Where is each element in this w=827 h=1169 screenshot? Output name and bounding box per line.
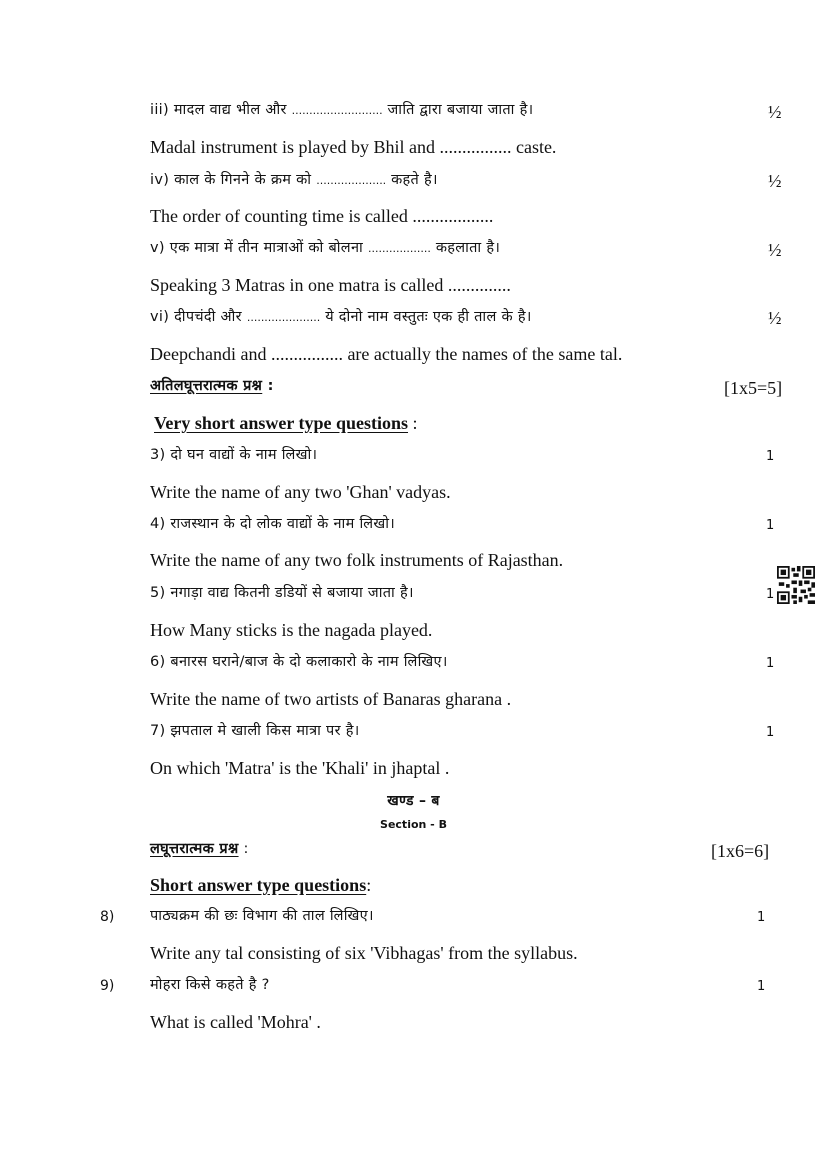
question-iv-hindi: iv) काल के गिनने के क्रम को .................... कहते है। xyxy=(150,172,438,188)
question-7-english: On which 'Matra' is the 'Khali' in jhaptal . xyxy=(150,758,450,778)
question-vi-marks: ½ xyxy=(768,308,782,328)
question-iii-hindi: iii) मादल वाद्य भील और .......................... जाति द्वारा बजाया जाता है। xyxy=(150,102,534,118)
short-marks: [1x6=6] xyxy=(711,841,770,861)
very-short-heading-hindi: अतिलघूत्तरात्मक प्रश्न : xyxy=(150,378,274,394)
question-iv-english: The order of counting time is called .................. xyxy=(150,206,494,226)
question-6-hindi: 6) बनारस घराने/बाज के दो कलाकारो के नाम लिखिए। xyxy=(150,654,448,670)
section-b-title-english: Section - B xyxy=(380,818,447,831)
question-8-hindi: पाठ्यक्रम की छः विभाग की ताल लिखिए। xyxy=(150,908,374,924)
very-short-heading-english: Very short answer type questions : xyxy=(154,413,418,433)
question-v-hindi: v) एक मात्रा में तीन मात्राओं को बोलना .................. कहलाता है। xyxy=(150,240,501,256)
short-heading-english: Short answer type questions: xyxy=(150,875,372,895)
question-8-number: 8) xyxy=(100,909,115,925)
question-3-english: Write the name of any two 'Ghan' vadyas. xyxy=(150,482,451,502)
question-5-marks: 1 xyxy=(766,587,775,602)
question-vi-hindi: vi) दीपचंदी और ..................... ये दोनो नाम वस्तुतः एक ही ताल के है। xyxy=(150,309,532,325)
question-vi-english: Deepchandi and ................ are actually the names of the same tal. xyxy=(150,344,623,364)
question-9-marks: 1 xyxy=(757,979,766,994)
question-9-english: What is called 'Mohra' . xyxy=(150,1012,321,1032)
question-9-number: 9) xyxy=(100,978,115,994)
question-7-marks: 1 xyxy=(766,725,775,740)
question-v-marks: ½ xyxy=(768,240,782,260)
section-b-title-hindi: खण्ड – ब xyxy=(387,793,440,809)
question-v-english: Speaking 3 Matras in one matra is called .............. xyxy=(150,275,511,295)
short-heading-hindi: लघूत्तरात्मक प्रश्न : xyxy=(150,841,249,857)
question-6-marks: 1 xyxy=(766,656,775,671)
question-3-marks: 1 xyxy=(766,449,775,464)
question-7-hindi: 7) झपताल मे खाली किस मात्रा पर है। xyxy=(150,723,360,739)
question-8-marks: 1 xyxy=(757,910,766,925)
question-iv-marks: ½ xyxy=(768,171,782,191)
question-4-hindi: 4) राजस्थान के दो लोक वाद्यों के नाम लिखो। xyxy=(150,516,396,532)
very-short-marks: [1x5=5] xyxy=(724,378,783,398)
question-iii-marks: ½ xyxy=(768,102,782,122)
question-5-english: How Many sticks is the nagada played. xyxy=(150,620,433,640)
qr-code-icon xyxy=(776,566,816,604)
question-4-english: Write the name of any two folk instruments of Rajasthan. xyxy=(150,550,564,570)
question-4-marks: 1 xyxy=(766,518,775,533)
question-9-hindi: मोहरा किसे कहते है ? xyxy=(150,977,270,993)
question-3-hindi: 3) दो घन वाद्यों के नाम लिखो। xyxy=(150,447,318,463)
question-5-hindi: 5) नगाड़ा वाद्य कितनी डडियों से बजाया जाता है। xyxy=(150,585,414,601)
question-8-english: Write any tal consisting of six 'Vibhagas' from the syllabus. xyxy=(150,943,578,963)
question-iii-english: Madal instrument is played by Bhil and ................ caste. xyxy=(150,137,557,157)
question-6-english: Write the name of two artists of Banaras gharana . xyxy=(150,689,512,709)
